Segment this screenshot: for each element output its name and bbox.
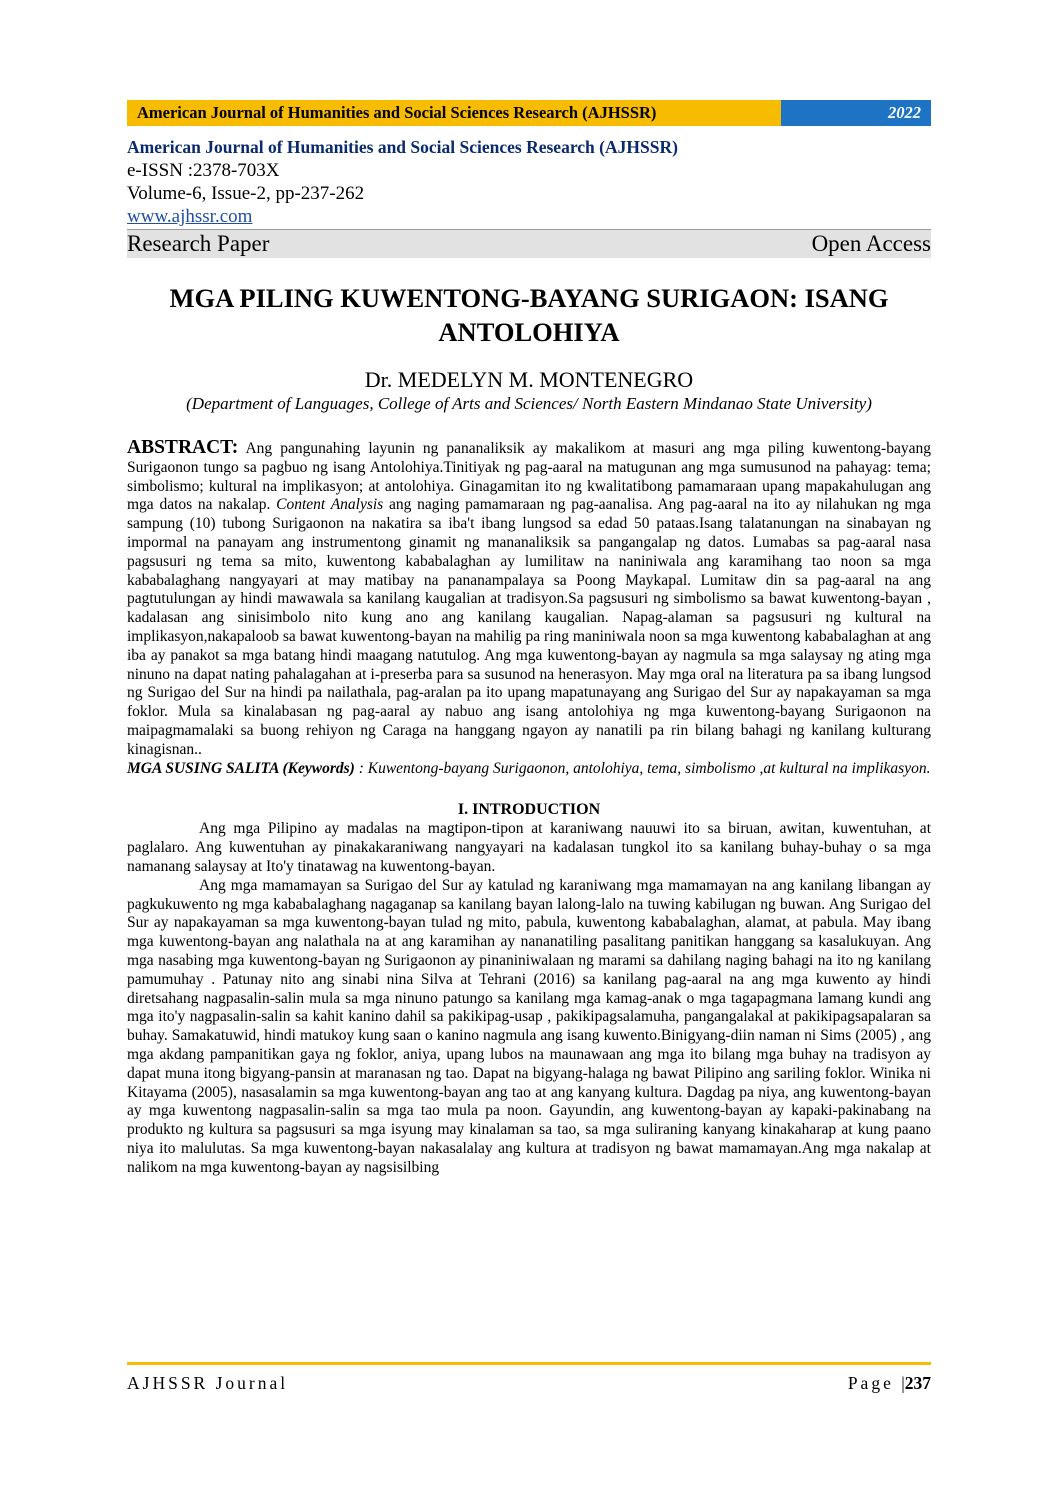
abstract-text-part2: ang naging pamamaraan ng pag-aanalisa. Ang pag-aaral na ito ay nilahukan ng mga sampung (10) tubong Surigaonon na nakatira sa iba't ibang lungsod sa edad 50 pataas.Isang talatanungan na sinabayan ng impormal na panayam ang instrumentong ginamit ng mananaliksik sa pangangalap ng datos. Lumabas sa pag-aaral nasa pagsusuri ng tema sa mito, kuwentong kababalaghan ay lumilitaw na naniniwala ang karamihang tao noon sa mga kababalaghang nangyayari at may matibay na pananampalaya sa Poong Maykapal. Lumitaw din sa pag-aaral na ang pagtutulungan ay hindi mawawala sa kanilang kaugalian at tradisyon.Sa pagsusuri ng simbolismo sa bawat kuwentong-bayan , kadalasan ang sinisimbolo nito kung ano ang kanilang kaugalian. Napag-alaman sa pagsusuri ng kultural na implikasyon,nakapaloob sa bawat kuwentong-bayan na mahilig pa ring maniniwala noon sa mga kuwentong kababalaghan at ang iba ay panakot sa mga batang hindi maagang natutulog. Ang mga kuwentong-bayan ay nagmula sa mga salaysay ng ating mga ninuno na dapat nating pahalagahan at i-preserba para sa susunod na henerasyon. May mga oral na literatura pa sa ibang lungsod ng Surigao del Sur na hindi pa nailathala, pag-aralan pa ito upang mapatunayang ang Surigao del Sur ay napakayaman sa mga foklor. Mula sa kinalabasan ng pag-aaral ay nabuo ang isang antolohiya ng mga kuwentong-bayang Surigaonon na maipagmamalaki sa buong rehiyon ng Caraga na hanggang ngayon ay nanatili pa rin bilang bahagi ng kanilang kulturang kinagisnan.. — [127, 496, 932, 758]
title-line-1: MGA PILING KUWENTONG-BAYANG SURIGAON: ISANG — [169, 283, 889, 313]
keywords-text: : Kuwentong-bayang Surigaonon, antolohiya, tema, simbolismo ,at kultural na implikasyon. — [358, 759, 931, 777]
keywords-label: MGA SUSING SALITA (Keywords) — [127, 759, 355, 777]
footer-separator: | — [901, 1373, 905, 1393]
page-footer — [127, 1362, 931, 1394]
issn: e-ISSN :2378-703X — [127, 160, 280, 181]
journal-banner — [127, 100, 931, 126]
footer-page — [848, 1373, 931, 1394]
journal-meta — [127, 136, 931, 228]
author-affiliation: (Department of Languages, College of Arts and Sciences/ North Eastern Mindanao State University) — [186, 394, 872, 413]
page-content — [127, 100, 931, 1177]
intro-paragraph-2: Ang mga mamamayan sa Surigao del Sur ay katulad ng karaniwang mga mamamayan na ang kanilang libangan ay pagkukuwento ng mga kababalaghang nagaganap sa kanilang bayan lalong-lalo na tuwing kabilugan ng buwan. Ang Surigao del Sur ay napakayaman sa mga kuwentong-bayan tulad ng mito, pabula, kuwentong kababalaghan, alamat, at pabula. May ibang mga kuwentong-bayan ang nalathala na at ang karamihan ay nananatiling pasalitang panitikan hanggang sa kasalukuyan. Ang mga nasabing mga kuwentong-bayan ng Surigaonon ay pinaniniwalaan ng marami sa dahilang naging bahagi na ito ng kanilang pamumuhay . Patunay nito ang sinabi nina Silva at Tehrani (2016) sa kanilang pag-aaral na ang mga kuwento ay hindi diretsahang nagpasalin-salin mula sa mga ninuno patungo sa kanilang mga kamag-anak o mga tagapagmana lamang kundi ang mga ito'y nagpasalin-salin sa kahit kanino dahil sa pakikipag-usap , pakikipagsalamuha, pangangalakal at pakikipagsapalaran sa buhay. Samakatuwid, hindi matukoy kung saan o kanino nagmula ang isang kuwento.Binigyang-diin naman ni Sims (2005) , ang mga akdang pampanitikan gaya ng foklor, aniya, upang lubos na maunawaan ang mga ito bilang mga buhay na tradisyon ay dapat muna itong bigyang-pansin at maranasan ng tao. Dapat na bigyang-halaga ng bawat Pilipino ang sariling foklor. Winika ni Kitayama (2005), nasasalamin sa mga kuwentong-bayan ang tao at ang kanyang kultura. Dagdag pa niya, ang kuwentong-bayan ay mga kuwentong nagpasalin-salin sa mga tao mula pa noon. Gayundin, ang kuwentong-bayan ay kapaki-pakinabang na produkto ng kultura sa pagsusuri sa mga isyung may kinalaman sa tao, sa mga suliraning kanyang kinakaharap at kung paano niya ito malulutas. Sa mga kuwentong-bayan nakasalalay ang kultura at tradisyon ng bawat mamamayan.Ang mga nakalap at nalikom na mga kuwentong-bayan ay nagsisilbing — [127, 876, 931, 1176]
intro-paragraph-1: Ang mga Pilipino ay madalas na magtipon-tipon at karaniwang nauuwi ito sa biruan, awitan, kuwentuhan, at paglalaro. Ang kuwentuhan ay pinakakaraniwang nangyayari na kadalasan tungkol ito sa kanilang buhay-buhay o sa mga namanang salaysay at Ito'y tinatawag na kuwentong-bayan. — [127, 820, 931, 875]
journal-name: American Journal of Humanities and Social Sciences Research (AJHSSR) — [127, 137, 678, 157]
banner-year: 2022 — [781, 100, 931, 126]
footer-journal: AJHSSR Journal — [127, 1373, 289, 1393]
footer-page-label: Page — [847, 1373, 894, 1393]
banner-journal-title: American Journal of Humanities and Social Sciences Research (AJHSSR) — [127, 100, 781, 126]
journal-website-link[interactable]: www.ajhssr.com — [127, 206, 253, 227]
paper-title — [127, 281, 931, 349]
title-line-2: ANTOLOHIYA — [438, 317, 620, 347]
access-type: Open Access — [811, 231, 931, 256]
paper-type-bar — [127, 229, 931, 258]
section-heading-introduction: I. INTRODUCTION — [457, 801, 601, 819]
keywords — [127, 760, 931, 779]
author-name: Dr. MEDELYN M. MONTENEGRO — [364, 367, 694, 392]
abstract-label: ABSTRACT: — [127, 437, 239, 458]
paper-type: Research Paper — [127, 231, 270, 256]
footer-page-number: 237 — [904, 1373, 931, 1393]
abstract-emphasis: Content Analysis — [276, 496, 384, 514]
volume-info: Volume-6, Issue-2, pp-237-262 — [127, 183, 365, 204]
abstract — [127, 439, 931, 760]
abstract-text-part1: Ang pangunahing layunin ng pananaliksik ay makalikom at masuri ang mga piling kuwentong-bayang Surigaonon tungo sa pagbuo ng isang Antolohiya.Tinitiyak ng pag-aaral na matugunan ang mga sumusunod na pahayag: tema; simbolismo; kultural na implikasyon; at antolohiya. Ginagamitan ito ng kwalitatibong pamamaraan upang mapakahulugan ang mga datos na nakalap. — [127, 440, 931, 514]
